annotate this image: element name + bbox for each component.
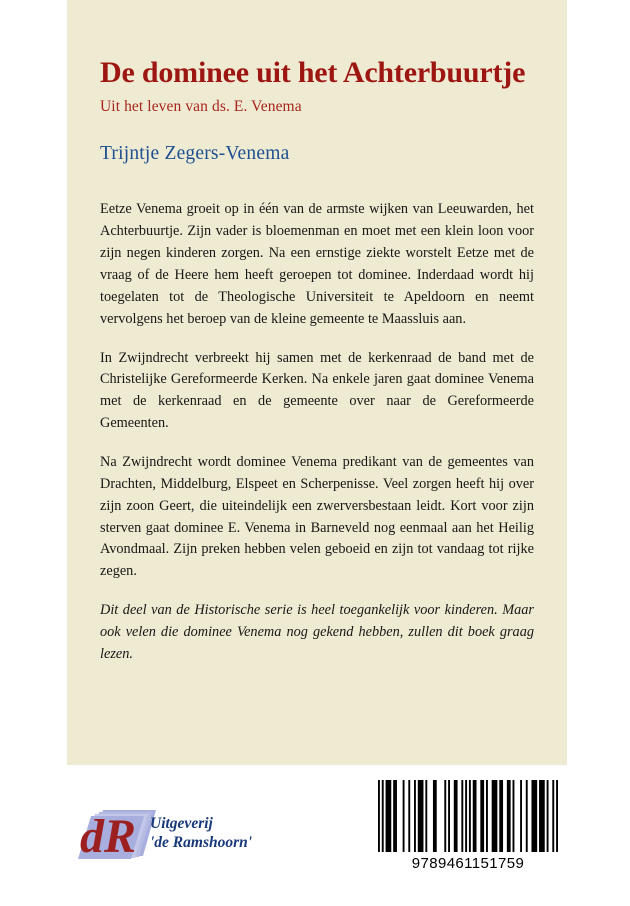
book-title: De dominee uit het Achterbuurtje bbox=[100, 56, 526, 89]
publisher-name-line1: Uitgeverij bbox=[150, 815, 213, 832]
cover-text-block bbox=[100, 0, 534, 666]
blurb-paragraph: In Zwijndrecht verbreekt hij samen met de kerkenraad de band met de Christelijke Gereformeerde Kerken. Na enkele jaren gaat dominee Venema met de kerkenraad en de gemeente over naar de Gereformeerde Gemeenten. bbox=[100, 349, 534, 432]
blurb-paragraph: Eetze Venema groeit op in één van de armste wijken van Leeuwarden, het Achterbuurtje. Zijn vader is bloemenman en moet met een klein loon voor zijn negen kinderen zorgen. Na een ernstige ziekte worstelt Eetze met de vraag of de Heere hem heeft geroepen tot dominee. Inderdaad wordt hij toegelaten tot de Theologische Universiteit te Apeldoorn en neemt vervolgens het beroep van de kleine gemeente te Maassluis aan. bbox=[100, 201, 534, 327]
publisher-name-line2: 'de Ramshoorn' bbox=[150, 834, 253, 852]
isbn-number: 9789461151759 bbox=[411, 855, 525, 872]
book-subtitle: Uit het leven van ds. E. Venema bbox=[100, 98, 302, 116]
blurb-paragraph: Na Zwijndrecht wordt dominee Venema predikant van de gemeentes van Drachten, Middelburg, Elspeet en Scherpenisse. Veel zorgen heeft hij over zijn zoon Geert, die uiteindelijk een zwerversbestaan leidt. Kort voor zijn sterven gaat dominee E. Venema in Barneveld nog eenmaal aan het Heilig Avondmaal. Zijn preken hebben velen geboeid en zijn tot vandaag tot rijke zegen. bbox=[100, 453, 534, 580]
back-cover-blurb bbox=[100, 165, 534, 665]
barcode-group bbox=[378, 780, 558, 872]
svg-text:dR: dR bbox=[80, 810, 137, 863]
book-author: Trijntje Zegers-Venema bbox=[100, 143, 290, 165]
back-cover-panel bbox=[67, 0, 567, 765]
publisher-name bbox=[150, 814, 252, 853]
ean13-barcode-icon bbox=[378, 780, 558, 852]
ramshoorn-logo-icon bbox=[72, 800, 158, 866]
blurb-paragraph-italic: Dit deel van de Historische serie is heel toegankelijk voor kinderen. Maar ook velen die dominee Venema nog gekend hebben, zullen dit boek graag lezen. bbox=[100, 602, 534, 662]
publisher-logo-group bbox=[72, 800, 352, 870]
